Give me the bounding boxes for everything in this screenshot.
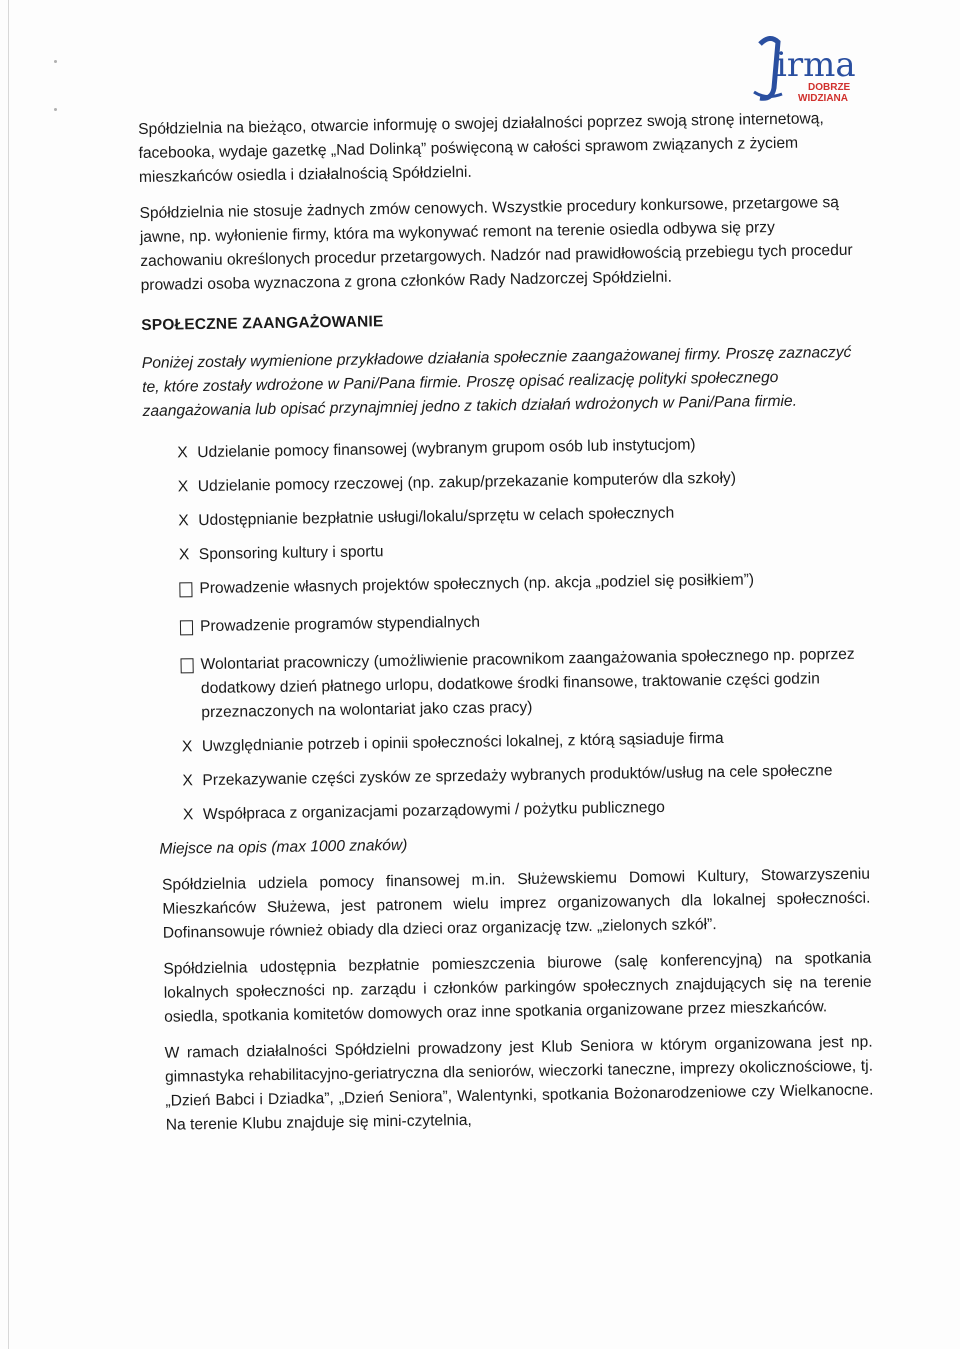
- option-checkbox: [179, 577, 199, 605]
- option-text: Prowadzenie programów stypendialnych: [199, 613, 481, 636]
- logo-line1: DOBRZE: [808, 82, 851, 93]
- option-text: Udzielanie pomocy rzeczowej (np. zakup/przekazanie komputerów dla szkoły): [197, 469, 737, 496]
- option-item: [177, 431, 863, 466]
- intro-paragraph: Spółdzielnia na bieżąco, otwarcie informuję o swojej działalności poprzez swoją stronę internetową, facebooka, wydaje gazetkę „Nad Dolinką” poświęconą w całości sprawom związanych z życiem mieszkańców osiedla i działalnością Spółdzielni.: [138, 110, 824, 186]
- option-mark: X: [178, 546, 190, 564]
- description-label: Miejsce na opis (max 1000 znaków): [159, 836, 408, 858]
- scan-speck: [54, 60, 57, 63]
- option-item: [178, 465, 864, 500]
- option-mark: X: [178, 512, 189, 530]
- option-text: Wolontariat pracowniczy (umożliwienie pracownikom zaangażowania społecznego np. poprzez dodatkowy dzień płatnego urlopu, dodatkowe środki finansowe, traktowanie części godzin przeznaczonych na wolontariat jako czas pracy): [200, 645, 855, 722]
- logo-swoosh: [754, 92, 782, 97]
- description-body: [162, 863, 874, 1138]
- option-text: Przekazywanie części zysków ze sprzedaży wybranych produktów/usług na cele społeczne: [202, 762, 833, 790]
- options-list: [177, 431, 869, 828]
- option-item: [183, 793, 869, 828]
- section-heading: SPOŁECZNE ZAANGAŻOWANIE: [141, 313, 384, 334]
- instruction-text: Poniżej zostały wymienione przykładowe działania społecznie zaangażowanej firmy. Proszę zaznaczyć te, które zostały wdrożone w Pani/Pana firmie. Proszę opisać realizację polityki społecznego zaangażowania lub opisać przynajmniej jedno z takich działań wdrożonych w Pani/Pana firmie.: [141, 343, 852, 420]
- option-checkbox: [180, 653, 201, 725]
- option-text: Uwzględnianie potrzeb i opinii społeczności lokalnej, z którą sąsiaduje firma: [201, 729, 724, 756]
- option-mark: X: [182, 806, 194, 824]
- option-text: Udostępnianie bezpłatnie usługi/lokalu/sprzętu w celach społecznych: [198, 504, 675, 530]
- scan-speck: [54, 108, 57, 111]
- option-item: [180, 643, 867, 726]
- description-paragraph: Spółdzielnia udostępnia bezpłatnie pomieszczenia biurowe (salę konferencyjną) na spotkania lokalnych społeczności np. zarządu i członków parkingów społecznych znajdujących się na terenie osiedla, spotkania komitetów domowych oraz inne spotkania organizowane przez mieszkańców.: [163, 949, 872, 1026]
- option-item: [182, 759, 868, 794]
- option-text: Prowadzenie własnych projektów społecznych (np. akcja „podziel się posiłkiem”): [199, 571, 755, 598]
- option-mark: X: [177, 444, 188, 462]
- option-mark: X: [182, 772, 193, 790]
- intro-paragraph: Spółdzielnia nie stosuje żadnych zmów cenowych. Wszystkie procedury konkursowe, przetargowe są jawne, np. wyłonienie firmy, która ma wykonywać remont na terenie osiedla odbywa się przy zachowaniu określonych procedur przetargowych. Nadzór nad prawidłowością przebiegu tych procedur prowadzi osoba wyznaczona z grona członków Rady Nadzorczej Spółdzielni.: [139, 194, 853, 294]
- empty-checkbox-icon: [180, 620, 193, 635]
- option-mark: X: [177, 478, 189, 496]
- logo-main-text: irma: [776, 45, 856, 85]
- scan-edge-line: [8, 0, 9, 1349]
- option-checkbox: [180, 615, 200, 643]
- document-content: [138, 107, 874, 1150]
- option-text: Sponsoring kultury i sportu: [198, 543, 384, 564]
- firma-dobrze-widziana-logo: [752, 30, 862, 110]
- empty-checkbox-icon: [179, 582, 192, 597]
- option-text: Udzielanie pomocy finansowej (wybranym grupom osób lub instytucjom): [197, 436, 696, 462]
- description-paragraph: Spółdzielnia udziela pomocy finansowej m.in. Służewskiemu Domowi Kultury, Stowarzyszeniu Mieszkańców Służewa, jest patronem wielu imprez organizowanych dla lokalnej społeczności. Dofinansowuje również obiady dla dzieci oraz organizację tzw. „zielonych szkół”.: [161, 865, 871, 942]
- option-item: [179, 533, 865, 568]
- option-item: [179, 567, 865, 606]
- option-item: [180, 605, 866, 644]
- logo-line2: WIDZIANA: [798, 93, 848, 104]
- option-item: [178, 499, 864, 534]
- option-mark: X: [181, 738, 193, 756]
- description-paragraph: W ramach działalności Spółdzielni prowadzony jest Klub Seniora w którym organizowana jest np. gimnastyka rehabilitacyjno-geriatryczna dla seniorów, wieczorki taneczne, imprezy okolicznościowe, tj. „Dzień Babci i Dziadka”, „Dzień Seniora”, Walentynki, spotkania Bożonarodzeniowe czy Wielkanocne. Na terenie Klubu znajduje się mini-czytelnia,: [164, 1033, 874, 1134]
- empty-checkbox-icon: [180, 658, 193, 673]
- option-text: Współpraca z organizacjami pozarządowymi / pożytku publicznego: [202, 798, 665, 824]
- option-item: [182, 725, 868, 760]
